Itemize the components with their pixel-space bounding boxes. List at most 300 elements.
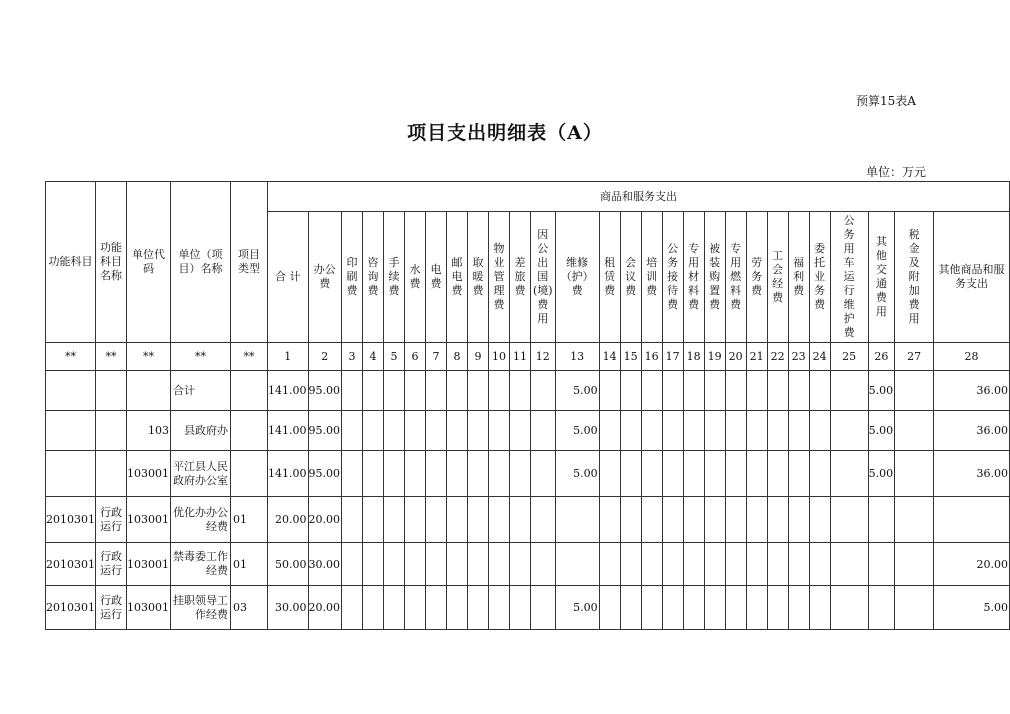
cell-col-14 xyxy=(599,543,620,586)
cell-col-16 xyxy=(641,451,662,497)
header-col-label: 公务接待费 xyxy=(667,242,679,311)
cell-col-10 xyxy=(489,371,510,411)
header-col-label: 会议费 xyxy=(625,256,637,297)
cell-col-20 xyxy=(725,497,746,543)
cell-col-4 xyxy=(363,586,384,630)
cell-col-23 xyxy=(788,543,809,586)
cell-col-19 xyxy=(704,586,725,630)
cell-col-19 xyxy=(704,371,725,411)
cell-col-10 xyxy=(489,543,510,586)
cell-col-9 xyxy=(468,543,489,586)
table-row xyxy=(46,497,1010,543)
column-number: 19 xyxy=(704,343,725,371)
cell-func-subject: 2010301 xyxy=(46,586,96,630)
cell-col-16 xyxy=(641,543,662,586)
cell-col-4 xyxy=(363,411,384,451)
cell-col-9 xyxy=(468,497,489,543)
cell-col-13: 5.00 xyxy=(555,586,599,630)
cell-col-13 xyxy=(555,543,599,586)
cell-func-subject xyxy=(46,411,96,451)
cell-col-14 xyxy=(599,411,620,451)
cell-col-9 xyxy=(468,586,489,630)
cell-col-3 xyxy=(342,497,363,543)
column-number: 14 xyxy=(599,343,620,371)
cell-col-1: 141.00 xyxy=(268,411,309,451)
header-col-label: 租赁费 xyxy=(604,256,616,297)
header-col-label: 咨询费 xyxy=(367,256,379,297)
column-number: 20 xyxy=(725,343,746,371)
cell-col-11 xyxy=(510,371,531,411)
table-row xyxy=(46,586,1010,630)
cell-col-16 xyxy=(641,371,662,411)
header-unit-code: 单位代码 xyxy=(127,182,171,343)
cell-col-18 xyxy=(683,497,704,543)
header-row-numbers xyxy=(46,343,1010,371)
cell-col-27 xyxy=(895,371,934,411)
header-col-8 xyxy=(447,212,468,343)
cell-func-subject-name xyxy=(96,411,127,451)
column-number: 25 xyxy=(830,343,868,371)
cell-col-7 xyxy=(426,543,447,586)
header-col-20 xyxy=(725,212,746,343)
header-col-16 xyxy=(641,212,662,343)
cell-col-2: 95.00 xyxy=(308,371,342,411)
cell-col-5 xyxy=(384,586,405,630)
cell-col-7 xyxy=(426,497,447,543)
cell-col-7 xyxy=(426,411,447,451)
star-mark: ** xyxy=(96,343,127,371)
column-number: 13 xyxy=(555,343,599,371)
cell-col-1: 20.00 xyxy=(268,497,309,543)
header-col-label: 税金及附加费用 xyxy=(908,228,920,325)
cell-col-4 xyxy=(363,451,384,497)
cell-unit-code: 103001 xyxy=(127,451,171,497)
cell-col-17 xyxy=(662,543,683,586)
cell-col-11 xyxy=(510,411,531,451)
header-col-17 xyxy=(662,212,683,343)
cell-col-14 xyxy=(599,497,620,543)
cell-project-type: 01 xyxy=(231,497,268,543)
cell-col-19 xyxy=(704,497,725,543)
cell-col-2: 95.00 xyxy=(308,411,342,451)
cell-col-26: 5.00 xyxy=(868,451,895,497)
cell-col-20 xyxy=(725,411,746,451)
cell-col-28: 20.00 xyxy=(934,543,1010,586)
cell-project-type: 01 xyxy=(231,543,268,586)
cell-col-1: 30.00 xyxy=(268,586,309,630)
header-unit-name: 单位（项目）名称 xyxy=(171,182,231,343)
cell-unit-name: 挂职领导工作经费 xyxy=(171,586,231,630)
cell-col-27 xyxy=(895,411,934,451)
cell-unit-code: 103 xyxy=(127,411,171,451)
column-number: 27 xyxy=(895,343,934,371)
cell-col-27 xyxy=(895,586,934,630)
cell-col-15 xyxy=(620,497,641,543)
cell-col-25 xyxy=(830,543,868,586)
cell-col-8 xyxy=(447,451,468,497)
header-func-subject: 功能科目 xyxy=(46,182,96,343)
header-col-26: 其他交通费用 xyxy=(868,212,895,343)
star-mark: ** xyxy=(231,343,268,371)
column-number: 4 xyxy=(363,343,384,371)
column-number: 3 xyxy=(342,343,363,371)
header-col-7 xyxy=(426,212,447,343)
header-project-type: 项目类型 xyxy=(231,182,268,343)
header-col-9 xyxy=(468,212,489,343)
table-body xyxy=(46,182,1010,630)
header-col-2: 办公费 xyxy=(308,212,342,343)
cell-col-10 xyxy=(489,451,510,497)
header-col-label: 专用材料费 xyxy=(688,242,700,311)
cell-col-19 xyxy=(704,451,725,497)
cell-col-15 xyxy=(620,543,641,586)
cell-func-subject xyxy=(46,451,96,497)
header-func-subject-name: 功能科目名称 xyxy=(96,182,127,343)
cell-col-25 xyxy=(830,586,868,630)
cell-unit-code: 103001 xyxy=(127,543,171,586)
column-number: 7 xyxy=(426,343,447,371)
cell-col-14 xyxy=(599,586,620,630)
cell-col-8 xyxy=(447,543,468,586)
header-col-label: 物业管理费 xyxy=(493,242,505,311)
cell-col-11 xyxy=(510,543,531,586)
column-number: 10 xyxy=(489,343,510,371)
cell-col-13 xyxy=(555,497,599,543)
cell-col-2: 20.00 xyxy=(308,586,342,630)
cell-col-24 xyxy=(809,586,830,630)
cell-func-subject-name xyxy=(96,371,127,411)
cell-col-5 xyxy=(384,497,405,543)
cell-col-22 xyxy=(767,451,788,497)
header-col-10 xyxy=(489,212,510,343)
cell-project-type: 03 xyxy=(231,586,268,630)
cell-unit-name: 优化办办公经费 xyxy=(171,497,231,543)
cell-func-subject: 2010301 xyxy=(46,497,96,543)
cell-col-23 xyxy=(788,497,809,543)
cell-col-24 xyxy=(809,451,830,497)
cell-col-1: 141.00 xyxy=(268,371,309,411)
cell-col-15 xyxy=(620,586,641,630)
cell-col-28: 36.00 xyxy=(934,411,1010,451)
cell-col-6 xyxy=(405,411,426,451)
star-mark: ** xyxy=(171,343,231,371)
cell-col-10 xyxy=(489,497,510,543)
cell-col-25 xyxy=(830,451,868,497)
cell-col-17 xyxy=(662,586,683,630)
cell-col-18 xyxy=(683,451,704,497)
cell-col-18 xyxy=(683,371,704,411)
cell-col-21 xyxy=(746,411,767,451)
cell-col-21 xyxy=(746,451,767,497)
header-col-25 xyxy=(830,212,868,343)
cell-col-20 xyxy=(725,543,746,586)
cell-col-12 xyxy=(531,586,556,630)
cell-col-18 xyxy=(683,543,704,586)
cell-col-12 xyxy=(531,371,556,411)
cell-col-24 xyxy=(809,371,830,411)
cell-col-12 xyxy=(531,543,556,586)
cell-col-14 xyxy=(599,371,620,411)
cell-col-17 xyxy=(662,411,683,451)
cell-col-17 xyxy=(662,451,683,497)
cell-col-7 xyxy=(426,586,447,630)
cell-col-13: 5.00 xyxy=(555,451,599,497)
cell-col-19 xyxy=(704,411,725,451)
header-col-label: 水费 xyxy=(409,263,421,290)
header-col-label: 取暖费 xyxy=(472,256,484,297)
cell-col-24 xyxy=(809,497,830,543)
header-col-13: 维修（护）费 xyxy=(555,212,599,343)
cell-col-6 xyxy=(405,586,426,630)
cell-col-22 xyxy=(767,586,788,630)
cell-col-17 xyxy=(662,371,683,411)
cell-col-5 xyxy=(384,371,405,411)
cell-col-12 xyxy=(531,411,556,451)
cell-col-10 xyxy=(489,411,510,451)
header-goods-services-group: 商品和服务支出 xyxy=(268,182,1010,212)
column-number: 22 xyxy=(767,343,788,371)
cell-col-20 xyxy=(725,451,746,497)
cell-col-28: 5.00 xyxy=(934,586,1010,630)
cell-col-13: 5.00 xyxy=(555,371,599,411)
column-number: 26 xyxy=(868,343,895,371)
header-col-28: 其他商品和服务支出 xyxy=(934,212,1010,343)
cell-col-28: 36.00 xyxy=(934,371,1010,411)
cell-col-19 xyxy=(704,543,725,586)
cell-func-subject-name: 行政运行 xyxy=(96,586,127,630)
cell-project-type xyxy=(231,451,268,497)
cell-unit-code: 103001 xyxy=(127,497,171,543)
table-row xyxy=(46,411,1010,451)
column-number: 18 xyxy=(683,343,704,371)
page-title: 项目支出明细表（A） xyxy=(407,122,603,144)
cell-col-4 xyxy=(363,497,384,543)
cell-func-subject-name: 行政运行 xyxy=(96,543,127,586)
header-col-label: 工会经费 xyxy=(772,249,784,304)
cell-col-22 xyxy=(767,497,788,543)
cell-col-2: 30.00 xyxy=(308,543,342,586)
expenditure-table xyxy=(45,181,1010,630)
cell-col-25 xyxy=(830,411,868,451)
cell-col-8 xyxy=(447,497,468,543)
column-number: 11 xyxy=(510,343,531,371)
header-col-5 xyxy=(384,212,405,343)
cell-col-25 xyxy=(830,497,868,543)
header-col-19 xyxy=(704,212,725,343)
column-number: 1 xyxy=(268,343,309,371)
column-number: 5 xyxy=(384,343,405,371)
cell-col-27 xyxy=(895,497,934,543)
cell-col-15 xyxy=(620,451,641,497)
cell-unit-name: 合计 xyxy=(171,371,231,411)
header-col-12: 因公出国(境)费用 xyxy=(531,212,556,343)
cell-unit-code xyxy=(127,371,171,411)
cell-col-21 xyxy=(746,497,767,543)
header-col-label: 手续费 xyxy=(388,256,400,297)
star-mark: ** xyxy=(127,343,171,371)
cell-col-21 xyxy=(746,543,767,586)
cell-col-22 xyxy=(767,371,788,411)
cell-col-3 xyxy=(342,451,363,497)
column-number: 2 xyxy=(308,343,342,371)
cell-col-10 xyxy=(489,586,510,630)
cell-col-16 xyxy=(641,411,662,451)
cell-unit-name: 县政府办 xyxy=(171,411,231,451)
cell-col-11 xyxy=(510,497,531,543)
header-col-1: 合 计 xyxy=(268,212,309,343)
header-col-21 xyxy=(746,212,767,343)
cell-col-11 xyxy=(510,586,531,630)
cell-col-24 xyxy=(809,411,830,451)
column-number: 23 xyxy=(788,343,809,371)
header-col-11 xyxy=(510,212,531,343)
cell-col-3 xyxy=(342,543,363,586)
column-number: 17 xyxy=(662,343,683,371)
cell-col-4 xyxy=(363,543,384,586)
cell-col-20 xyxy=(725,586,746,630)
cell-col-2: 95.00 xyxy=(308,451,342,497)
header-col-label: 被装购置费 xyxy=(709,242,721,311)
cell-col-15 xyxy=(620,371,641,411)
cell-col-6 xyxy=(405,497,426,543)
cell-col-4 xyxy=(363,371,384,411)
cell-unit-name: 禁毒委工作经费 xyxy=(171,543,231,586)
cell-unit-code: 103001 xyxy=(127,586,171,630)
cell-col-21 xyxy=(746,586,767,630)
header-col-18 xyxy=(683,212,704,343)
header-col-14 xyxy=(599,212,620,343)
cell-col-1: 50.00 xyxy=(268,543,309,586)
header-col-label: 印刷费 xyxy=(346,256,358,297)
cell-unit-name: 平江县人民政府办公室 xyxy=(171,451,231,497)
cell-col-28: 36.00 xyxy=(934,451,1010,497)
cell-col-23 xyxy=(788,411,809,451)
cell-col-16 xyxy=(641,497,662,543)
header-col-24 xyxy=(809,212,830,343)
cell-func-subject xyxy=(46,371,96,411)
cell-col-11 xyxy=(510,451,531,497)
cell-col-22 xyxy=(767,543,788,586)
cell-col-8 xyxy=(447,411,468,451)
cell-col-12 xyxy=(531,497,556,543)
document-code: 预算15表A xyxy=(856,94,916,108)
table-row xyxy=(46,451,1010,497)
header-col-4 xyxy=(363,212,384,343)
cell-col-9 xyxy=(468,451,489,497)
cell-col-5 xyxy=(384,451,405,497)
cell-col-18 xyxy=(683,586,704,630)
header-col-23 xyxy=(788,212,809,343)
header-col-27 xyxy=(895,212,934,343)
cell-col-18 xyxy=(683,411,704,451)
star-mark: ** xyxy=(46,343,96,371)
header-col-3 xyxy=(342,212,363,343)
cell-col-23 xyxy=(788,371,809,411)
cell-col-26 xyxy=(868,543,895,586)
cell-col-26: 5.00 xyxy=(868,411,895,451)
table-row xyxy=(46,543,1010,586)
header-row-group xyxy=(46,182,1010,212)
cell-col-6 xyxy=(405,543,426,586)
column-number: 28 xyxy=(934,343,1010,371)
header-col-6 xyxy=(405,212,426,343)
cell-col-23 xyxy=(788,586,809,630)
cell-col-24 xyxy=(809,543,830,586)
cell-col-12 xyxy=(531,451,556,497)
cell-col-5 xyxy=(384,543,405,586)
cell-col-7 xyxy=(426,371,447,411)
cell-col-7 xyxy=(426,451,447,497)
column-number: 21 xyxy=(746,343,767,371)
cell-col-6 xyxy=(405,451,426,497)
column-number: 16 xyxy=(641,343,662,371)
cell-project-type xyxy=(231,411,268,451)
cell-col-22 xyxy=(767,411,788,451)
header-col-22 xyxy=(767,212,788,343)
cell-col-9 xyxy=(468,411,489,451)
cell-col-8 xyxy=(447,371,468,411)
cell-col-3 xyxy=(342,586,363,630)
cell-col-2: 20.00 xyxy=(308,497,342,543)
header-col-label: 培训费 xyxy=(646,256,658,297)
column-number: 9 xyxy=(468,343,489,371)
header-col-label: 专用燃料费 xyxy=(730,242,742,311)
header-col-label: 邮电费 xyxy=(451,256,463,297)
cell-col-15 xyxy=(620,411,641,451)
header-col-label: 电费 xyxy=(430,263,442,290)
column-number: 8 xyxy=(447,343,468,371)
cell-col-6 xyxy=(405,371,426,411)
column-number: 6 xyxy=(405,343,426,371)
table-row xyxy=(46,371,1010,411)
cell-col-27 xyxy=(895,451,934,497)
column-number: 12 xyxy=(531,343,556,371)
cell-col-25 xyxy=(830,371,868,411)
header-col-label: 差旅费 xyxy=(514,256,526,297)
column-number: 24 xyxy=(809,343,830,371)
cell-col-8 xyxy=(447,586,468,630)
cell-col-26: 5.00 xyxy=(868,371,895,411)
cell-col-26 xyxy=(868,497,895,543)
header-col-label: 公务用车运行维护费 xyxy=(843,214,855,339)
cell-col-9 xyxy=(468,371,489,411)
cell-col-28 xyxy=(934,497,1010,543)
cell-func-subject-name xyxy=(96,451,127,497)
cell-col-14 xyxy=(599,451,620,497)
cell-col-1: 141.00 xyxy=(268,451,309,497)
header-col-label: 委托业务费 xyxy=(814,242,826,311)
unit-label: 单位：万元 xyxy=(866,165,927,179)
cell-col-26 xyxy=(868,586,895,630)
cell-col-5 xyxy=(384,411,405,451)
cell-col-3 xyxy=(342,411,363,451)
cell-func-subject-name: 行政运行 xyxy=(96,497,127,543)
header-col-label: 劳务费 xyxy=(751,256,763,297)
cell-col-3 xyxy=(342,371,363,411)
cell-col-23 xyxy=(788,451,809,497)
cell-col-13: 5.00 xyxy=(555,411,599,451)
cell-project-type xyxy=(231,371,268,411)
cell-col-16 xyxy=(641,586,662,630)
cell-func-subject: 2010301 xyxy=(46,543,96,586)
cell-col-20 xyxy=(725,371,746,411)
cell-col-27 xyxy=(895,543,934,586)
column-number: 15 xyxy=(620,343,641,371)
cell-col-21 xyxy=(746,371,767,411)
header-col-label: 福利费 xyxy=(793,256,805,297)
header-col-15 xyxy=(620,212,641,343)
cell-col-17 xyxy=(662,497,683,543)
